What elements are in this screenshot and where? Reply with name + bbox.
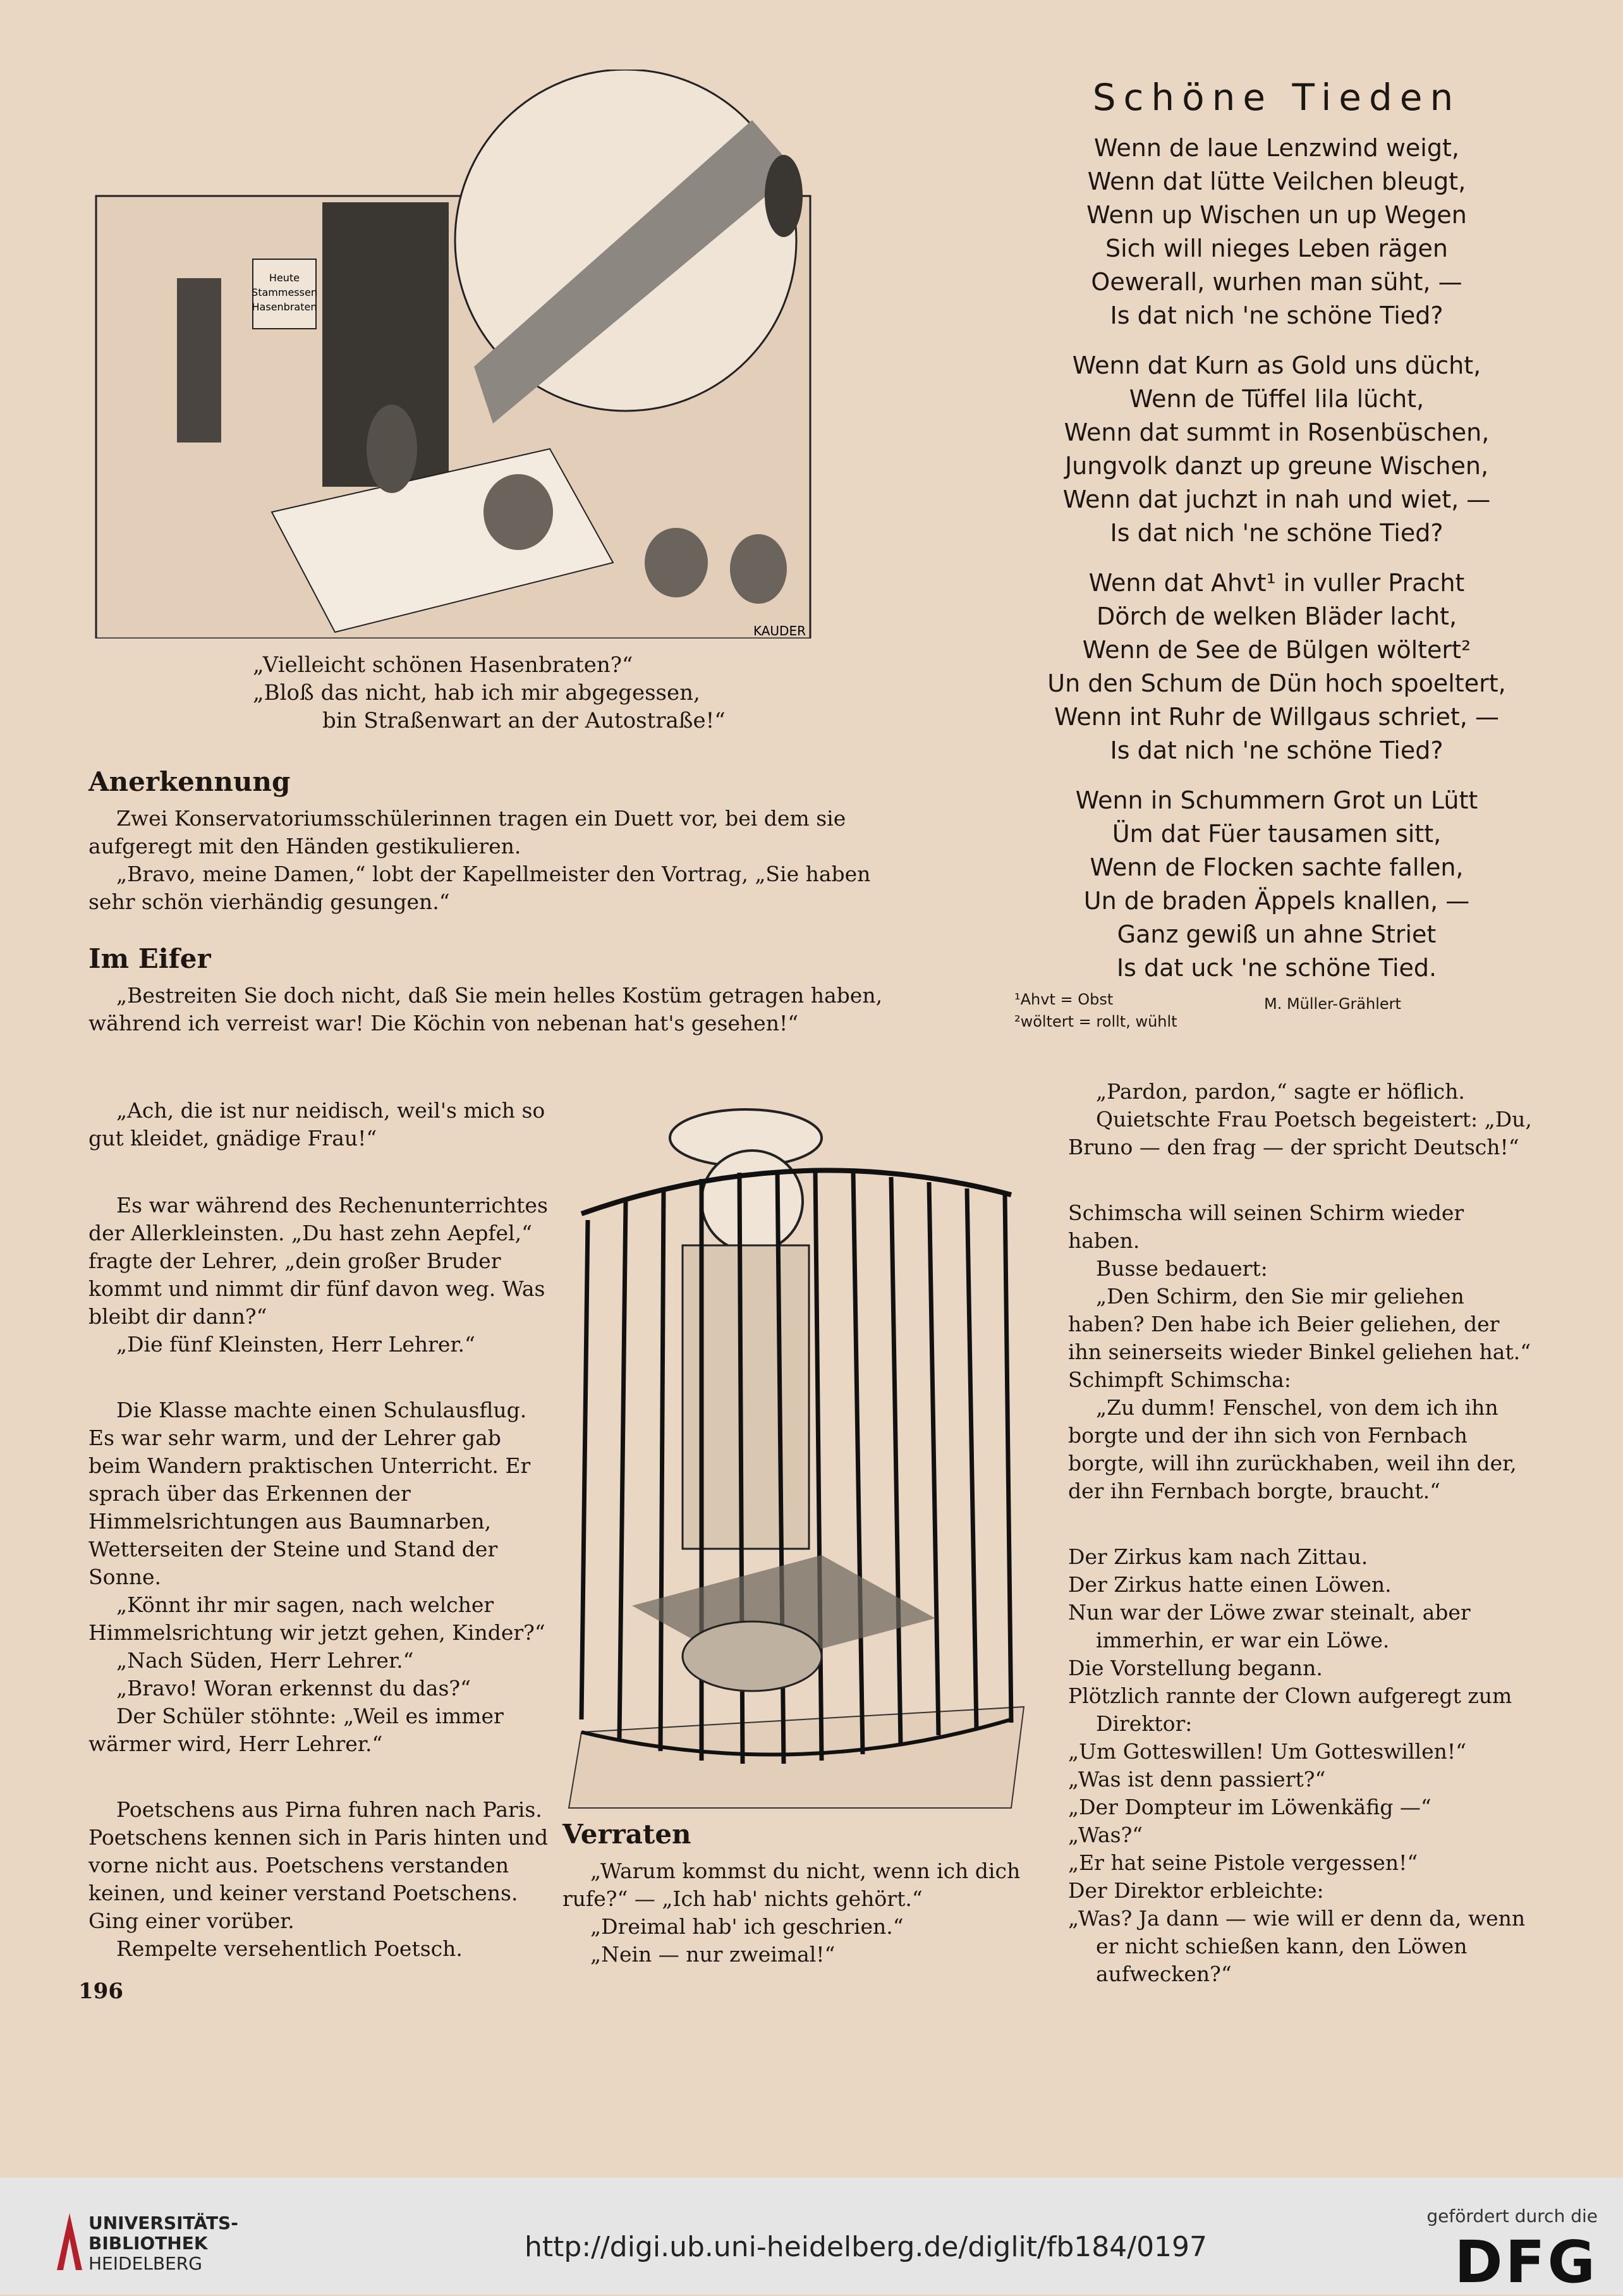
- anerkennung-paragraph: „Bravo, meine Damen,“ lobt der Kapellmeister den Vortrag, „Sie haben sehr schön vierhändig gesungen.“: [88, 862, 871, 914]
- pardon-paragraph: Quietschte Frau Poetsch begeistert: „Du, Bruno — den frag — der spricht Deutsch!“: [1068, 1107, 1532, 1159]
- cartoon-signature: KAUDER: [753, 623, 806, 638]
- poem: [986, 76, 1567, 1001]
- poem-stanza-3: [986, 566, 1567, 767]
- sponsor-text: gefördert durch die: [1426, 2206, 1598, 2226]
- poem-stanza-2: [986, 349, 1567, 550]
- poetsch-paragraph: Rempelte versehentlich Poetsch.: [116, 1936, 463, 1961]
- zirkus-line: Der Zirkus kam nach Zittau.: [1068, 1544, 1368, 1569]
- verraten-paragraph: „Dreimal hab' ich geschrien.“: [590, 1914, 904, 1939]
- page-number: 196: [78, 1979, 123, 2004]
- poem-line: Un de braden Äppels knallen, —: [1083, 887, 1470, 915]
- poem-stanza-1: [986, 131, 1567, 333]
- ausflug-paragraph: Der Schüler stöhnte: „Weil es immer wärmer wird, Herr Lehrer.“: [88, 1704, 504, 1756]
- zirkus-line: „Was ist denn passiert?“: [1068, 1767, 1326, 1792]
- rechnen-paragraph: „Die fünf Kleinsten, Herr Lehrer.“: [116, 1332, 475, 1357]
- poem-author: M. Müller-Grählert: [1264, 995, 1401, 1013]
- schirm-paragraph: „Zu dumm! Fenschel, von dem ich ihn borgte und der ihn sich von Fernbach borgte, will ihn zurückhaben, weil ihn der, der ihn Fernbach borgte, braucht.“: [1068, 1395, 1517, 1503]
- poem-line: Wenn up Wischen un up Wegen: [1086, 201, 1467, 229]
- middle-column: [562, 1821, 1030, 1969]
- sign-line-1: Heute: [269, 272, 300, 284]
- zirkus-line: Plötzlich rannte der Clown aufgeregt zum Direktor:: [1068, 1683, 1512, 1736]
- library-name-line: BIBLIOTHEK: [88, 2233, 208, 2254]
- eifer-paragraph: „Bestreiten Sie doch nicht, daß Sie mein helles Kostüm getragen haben, während ich verreist war! Die Köchin von nebenan hat's gesehen!“: [88, 983, 883, 1035]
- poem-line: Is dat nich 'ne schöne Tied?: [1110, 736, 1444, 764]
- eifer-heading: Im Eifer: [88, 943, 211, 974]
- anerkennung-heading: Anerkennung: [88, 766, 291, 797]
- library-name-line: UNIVERSITÄTS-: [88, 2213, 238, 2233]
- verraten-heading: Verraten: [562, 1819, 691, 1850]
- ausflug-paragraph: „Könnt ihr mir sagen, nach welcher Himmelsrichtung wir jetzt gehen, Kinder?“: [88, 1592, 545, 1645]
- poem-line: Sich will nieges Leben rägen: [1105, 235, 1448, 262]
- sign-line-3: Hasenbraten: [252, 301, 317, 313]
- poetsch-paragraph: Poetschens aus Pirna fuhren nach Paris. Poetschens kennen sich in Paris hinten und vorne nicht aus. Poetschens verstanden keinen, und keiner verstand Poetschens. Ging einer vorüber.: [88, 1797, 549, 1933]
- poem-line: Wenn de laue Lenzwind weigt,: [1094, 134, 1459, 162]
- left-eifer-continued: [88, 1097, 556, 1152]
- zirkus-line: „Was?“: [1068, 1823, 1143, 1847]
- verraten-paragraph: „Nein — nur zweimal!“: [590, 1942, 836, 1967]
- viewer-footer: [0, 2178, 1623, 2295]
- anerkennung-paragraph: Zwei Konservatoriumsschülerinnen tragen ein Duett vor, bei dem sie aufgeregt mit den Händen gestikulieren.: [88, 806, 846, 858]
- poem-line: Wenn de See de Bülgen wöltert²: [1082, 636, 1471, 664]
- eifer-paragraph: „Ach, die ist nur neidisch, weil's mich so gut kleidet, gnädige Frau!“: [88, 1098, 545, 1151]
- zirkus-line: Die Vorstellung begann.: [1068, 1656, 1323, 1680]
- zirkus-line: Nun war der Löwe zwar steinalt, aber immerhin, er war ein Löwe.: [1068, 1600, 1471, 1652]
- pardon-paragraph: „Pardon, pardon,“ sagte er höflich.: [1096, 1079, 1465, 1104]
- poem-line: Wenn de Flocken sachte fallen,: [1090, 853, 1464, 881]
- restaurant-cartoon: [95, 70, 847, 638]
- poem-line: Dörch de welken Bläder lacht,: [1096, 602, 1457, 630]
- poem-line: Wenn in Schummern Grot un Lütt: [1075, 786, 1478, 814]
- poem-line: Oewerall, wurhen man süht, —: [1091, 268, 1462, 296]
- zirkus-line: „Was? Ja dann — wie will er denn da, wenn er nicht schießen kann, den Löwen aufwecken?“: [1068, 1906, 1526, 1986]
- poem-line: Wenn dat Ahvt¹ in vuller Pracht: [1088, 569, 1465, 597]
- left-top-block: [88, 768, 904, 1037]
- permalink-url[interactable]: http://digi.ub.uni-heidelberg.de/diglit/fb184/0197: [525, 2231, 1208, 2263]
- poem-line: Is dat nich 'ne schöne Tied?: [1110, 519, 1444, 547]
- verraten-paragraph: „Warum kommst du nicht, wenn ich dich rufe?“ — „Ich hab' nichts gehört.“: [562, 1859, 1021, 1911]
- schirm-paragraph: „Den Schirm, den Sie mir geliehen haben? Den habe ich Beier geliehen, der ihn seinerseits wieder Binkel geliehen hat.“ Schimpft Schimscha:: [1068, 1284, 1531, 1392]
- zirkus-line: „Der Dompteur im Löwenkäfig —“: [1068, 1795, 1432, 1819]
- poem-line: Wenn int Ruhr de Willgaus schriet, —: [1054, 703, 1499, 731]
- dfg-logo: DFG: [1454, 2228, 1598, 2296]
- poem-line: Un den Schum de Dün hoch spoeltert,: [1047, 669, 1506, 697]
- poem-line: Wenn dat Kurn as Gold uns dücht,: [1072, 351, 1481, 379]
- poem-line: Wenn dat lütte Veilchen bleugt,: [1087, 168, 1466, 195]
- poem-line: Wenn dat juchzt in nah und wiet, —: [1062, 485, 1491, 513]
- zirkus-line: „Um Gotteswillen! Um Gotteswillen!“: [1068, 1739, 1466, 1764]
- zirkus-line: Der Zirkus hatte einen Löwen.: [1068, 1572, 1392, 1597]
- poem-footnote-2: ²wöltert = rollt, wühlt: [1014, 1013, 1177, 1030]
- library-logo-icon: [54, 2207, 85, 2273]
- right-column: [1068, 1078, 1536, 1988]
- poem-stanza-4: [986, 784, 1567, 985]
- poem-line: Is dat nich 'ne schöne Tied?: [1110, 302, 1444, 329]
- zirkus-line: „Er hat seine Pistole vergessen!“: [1068, 1850, 1418, 1875]
- poem-line: Üm dat Füer tausamen sitt,: [1112, 820, 1442, 848]
- poem-title: Schöne Tieden: [1092, 76, 1461, 119]
- poem-line: Is dat uck 'ne schöne Tied.: [1116, 954, 1437, 982]
- schirm-paragraph: Busse bedauert:: [1096, 1256, 1268, 1281]
- sign-line-2: Stammessen: [252, 286, 317, 298]
- caption-line: „Vielleicht schönen Hasenbraten?“: [253, 652, 633, 678]
- ausflug-paragraph: „Nach Süden, Herr Lehrer.“: [116, 1648, 414, 1673]
- library-name: [88, 2213, 238, 2274]
- left-column: [88, 1192, 550, 1963]
- cartoon-caption: [253, 651, 822, 735]
- schirm-paragraph: Schimscha will seinen Schirm wieder haben.: [1068, 1200, 1464, 1253]
- rechnen-paragraph: Es war während des Rechenunterrichtes der Allerkleinsten. „Du hast zehn Aepfel,“ fragte der Lehrer, „dein großer Bruder kommt und nimmt dir fünf davon weg. Was bleibt dir dann?“: [88, 1193, 548, 1329]
- ausflug-paragraph: Die Klasse machte einen Schulausflug. Es war sehr warm, und der Lehrer gab beim Wandern praktischen Unterricht. Er sprach über das Erkennen der Himmelsrichtungen aus Baumnarben, Wetterseiten der Steine und Stand der Sonne.: [88, 1398, 531, 1589]
- cage-cartoon: [556, 1100, 1036, 1814]
- poem-footnote-1: ¹Ahvt = Obst: [1014, 991, 1114, 1008]
- zirkus-line: Der Direktor erbleichte:: [1068, 1878, 1324, 1903]
- ausflug-paragraph: „Bravo! Woran erkennst du das?“: [116, 1676, 471, 1701]
- poem-line: Wenn dat summt in Rosenbüschen,: [1064, 418, 1490, 446]
- poem-line: Jungvolk danzt up greune Wischen,: [1064, 452, 1489, 480]
- library-name-line: HEIDELBERG: [88, 2253, 202, 2274]
- caption-line: bin Straßenwart an der Autostraße!“: [322, 708, 726, 733]
- poem-line: Wenn de Tüffel lila lücht,: [1129, 385, 1425, 413]
- poem-line: Ganz gewiß un ahne Striet: [1117, 920, 1437, 948]
- caption-line: „Bloß das nicht, hab ich mir abgegessen,: [253, 680, 700, 705]
